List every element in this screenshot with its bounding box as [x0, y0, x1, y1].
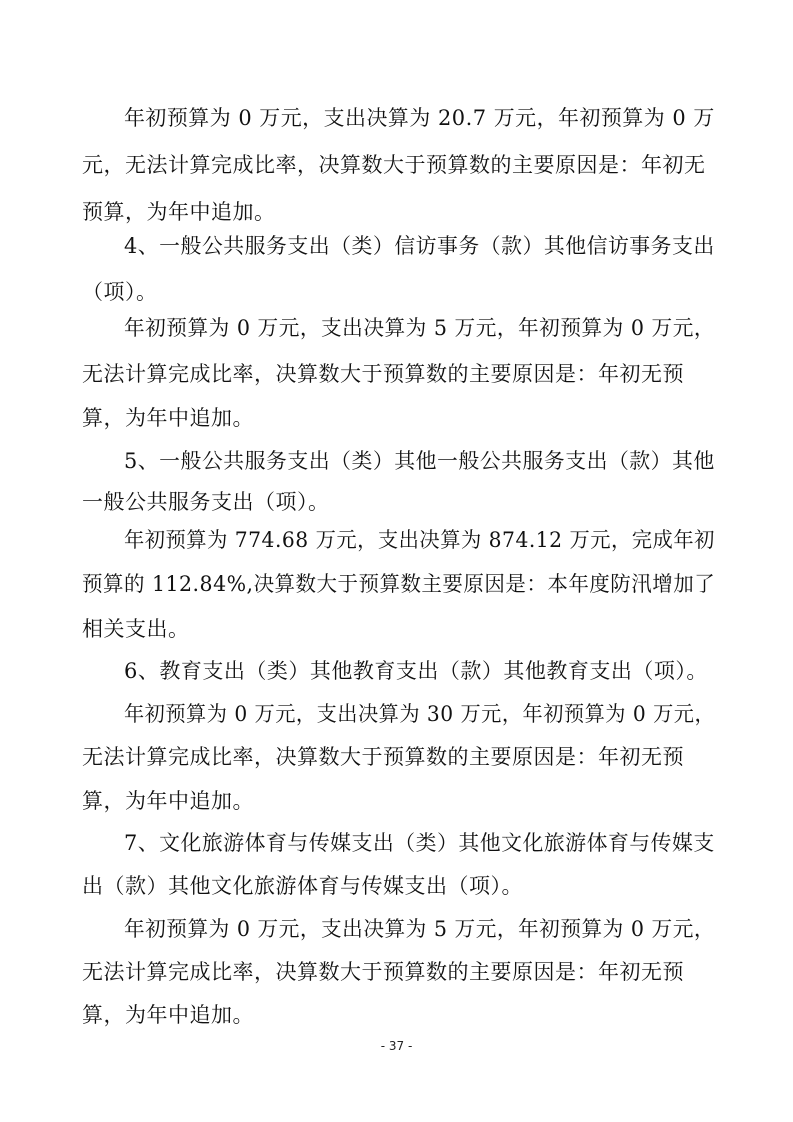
text-line: 无法计算完成比率，决算数大于预算数的主要原因是：年初无预 [82, 960, 684, 984]
text-line: 预算，为年中追加。 [82, 200, 276, 224]
text-line: 一般公共服务支出（项）。 [82, 490, 330, 514]
text-line: 6、教育支出（类）其他教育支出（款）其他教育支出（项）。 [124, 659, 708, 683]
text-line: 算，为年中追加。 [82, 789, 254, 813]
text-line: 年初预算为 774.68 万元，支出决算为 874.12 万元，完成年初 [124, 528, 715, 552]
text-line: 年初预算为 0 万元，支出决算为 5 万元，年初预算为 0 万元， [124, 917, 716, 941]
text-line: 相关支出。 [82, 617, 190, 641]
text-line: 无法计算完成比率，决算数大于预算数的主要原因是：年初无预 [82, 362, 684, 386]
text-line: 无法计算完成比率，决算数大于预算数的主要原因是：年初无预 [82, 745, 684, 769]
text-line: 5、一般公共服务支出（类）其他一般公共服务支出（款）其他 [124, 449, 715, 473]
text-line: 出（款）其他文化旅游体育与传媒支出（项）。 [82, 874, 523, 898]
text-line: 年初预算为 0 万元，支出决算为 30 万元，年初预算为 0 万元， [124, 702, 716, 726]
text-line: 预算的 112.84%,决算数大于预算数主要原因是：本年度防汛增加了 [82, 572, 716, 596]
text-line: （项）。 [82, 280, 158, 304]
text-line: 元，无法计算完成比率，决算数大于预算数的主要原因是：年初无 [82, 153, 706, 177]
text-line: 4、一般公共服务支出（类）信访事务（款）其他信访事务支出 [124, 234, 715, 258]
text-line: 年初预算为 0 万元，支出决算为 5 万元，年初预算为 0 万元， [124, 316, 716, 340]
text-line: 算，为年中追加。 [82, 1003, 254, 1027]
page-number: - 37 - [380, 1039, 413, 1053]
text-line: 年初预算为 0 万元，支出决算为 20.7 万元，年初预算为 0 万 [124, 106, 715, 130]
text-line: 算，为年中追加。 [82, 406, 254, 430]
text-line: 7、文化旅游体育与传媒支出（类）其他文化旅游体育与传媒支 [124, 831, 715, 855]
